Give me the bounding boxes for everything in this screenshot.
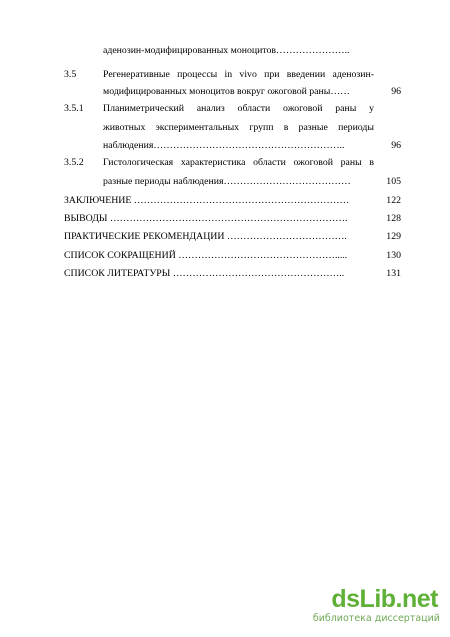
toc-entry-title: животных экспериментальных групп в разные периоды — [103, 122, 374, 133]
toc-page-number: 96 — [391, 140, 401, 151]
toc-page-number: 96 — [391, 86, 401, 97]
toc-entry-title: разные периоды наблюдения………………………………… — [103, 176, 351, 187]
watermark-logo-tld: .net — [395, 585, 438, 613]
toc-entry-number: 3.5.2 — [64, 157, 84, 168]
toc-entry-title: модифицированных моноцитов вокруг ожоговой раны…… — [103, 86, 350, 97]
toc-entry-findings: ВЫВОДЫ ………………………………………………………………. — [64, 213, 348, 224]
toc-entry-number: 3.5 — [64, 69, 77, 80]
watermark-logo — [331, 585, 438, 614]
toc-entry-conclusion: ЗАКЛЮЧЕНИЕ ………………………………………………………… — [64, 195, 350, 206]
toc-entry-title: Гистологическая характеристика области ожоговой раны в — [103, 157, 374, 168]
toc-entry-title: Планиметрический анализ области ожоговой раны у — [103, 103, 374, 114]
toc-entry-title: наблюдения………………………………………………….. — [103, 140, 345, 151]
toc-page-number: 129 — [386, 231, 401, 242]
toc-entry-recommendations: ПРАКТИЧЕСКИЕ РЕКОМЕНДАЦИИ ………………………………. — [64, 231, 347, 242]
toc-entry-continuation: аденозин-модифицированных моноцитов………………….. — [103, 45, 350, 56]
toc-entry-references: СПИСОК ЛИТЕРАТУРЫ …………………………………………….. — [64, 268, 345, 279]
watermark-tagline: библиотека диссертаций — [312, 613, 440, 624]
toc-page-number: 131 — [386, 268, 401, 279]
toc-entry-title: Регенеративные процессы in vivo при введении аденозин- — [103, 69, 374, 80]
toc-page-number: 130 — [386, 250, 401, 261]
toc-entry-number: 3.5.1 — [64, 103, 84, 114]
toc-page-number: 128 — [386, 213, 401, 224]
toc-page-number: 105 — [386, 176, 401, 187]
toc-page-number: 122 — [386, 195, 401, 206]
watermark-logo-main: dsLib — [331, 585, 396, 613]
watermark — [312, 583, 450, 637]
toc-entry-abbreviations: СПИСОК СОКРАЩЕНИЙ …………………………………………..... — [64, 250, 348, 261]
